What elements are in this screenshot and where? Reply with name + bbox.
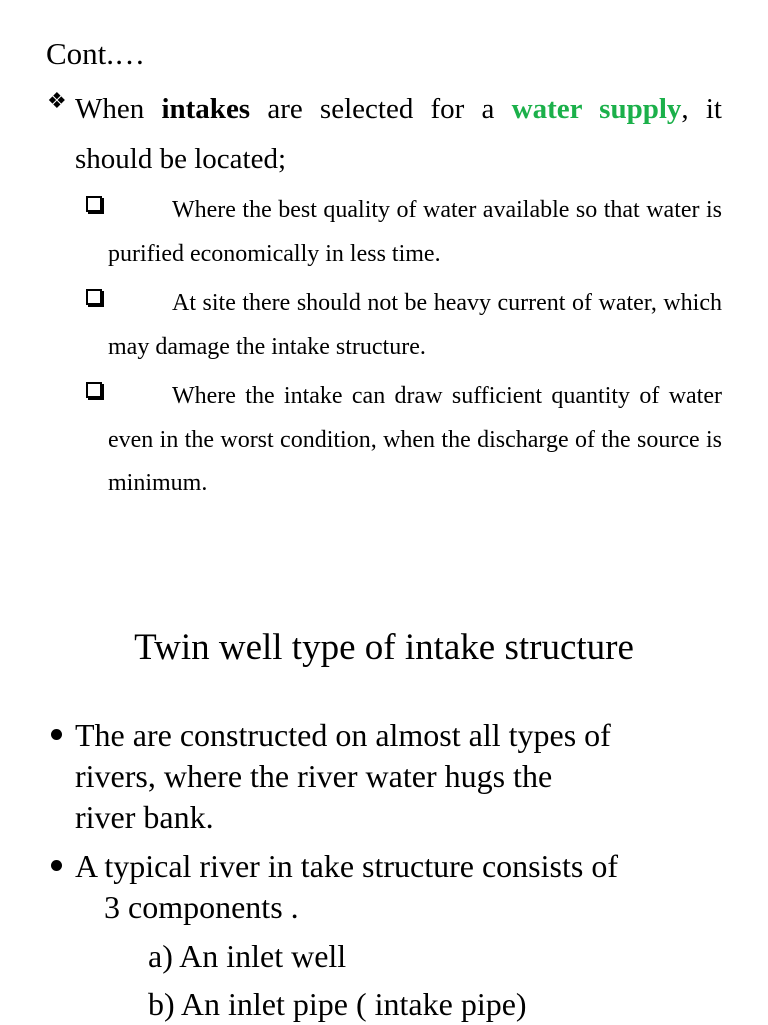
component-item: b) An inlet pipe ( intake pipe) <box>148 986 527 1022</box>
bullet1-line: rivers, where the river water hugs the <box>75 758 553 794</box>
keyword-water-supply: water supply <box>511 93 682 125</box>
bullet2-line: A typical river in take structure consists of <box>75 848 618 884</box>
checkbox-bullet-icon <box>86 196 102 212</box>
diamond-bullet-icon: ❖ <box>47 88 67 113</box>
bullet-dot-icon <box>51 860 62 871</box>
sub-bullet-item <box>86 189 722 276</box>
main-bullet-text <box>75 84 722 184</box>
main-bullet-text-before: When <box>75 93 162 125</box>
keyword-intakes: intakes <box>161 93 251 125</box>
sub-bullet-text: Where the best quality of water available so that water is purified economically in less time. <box>108 197 722 267</box>
main-bullet-text-after: , it should be located; <box>75 93 722 175</box>
sub-bullet-text: At site there should not be heavy current of water, which may damage the intake structure. <box>108 290 722 360</box>
bullet1-line: The are constructed on almost all types of <box>75 717 611 753</box>
sub-bullet-text: Where the intake can draw sufficient quantity of water even in the worst condition, when the discharge of the source is minimum. <box>108 383 722 496</box>
checkbox-bullet-icon <box>86 289 102 305</box>
component-item: a) An inlet well <box>148 938 347 974</box>
section-heading: Twin well type of intake structure <box>134 627 634 668</box>
sub-bullet-item <box>86 282 722 369</box>
page-title: Cont.… <box>46 36 146 71</box>
bullet-dot-icon <box>51 729 62 740</box>
sub-bullet-item <box>86 375 722 506</box>
main-bullet-text-mid: are selected for a <box>250 93 512 125</box>
bullet1-line: river bank. <box>75 799 214 835</box>
bullet2-line: 3 components . <box>104 889 299 925</box>
checkbox-bullet-icon <box>86 382 102 398</box>
